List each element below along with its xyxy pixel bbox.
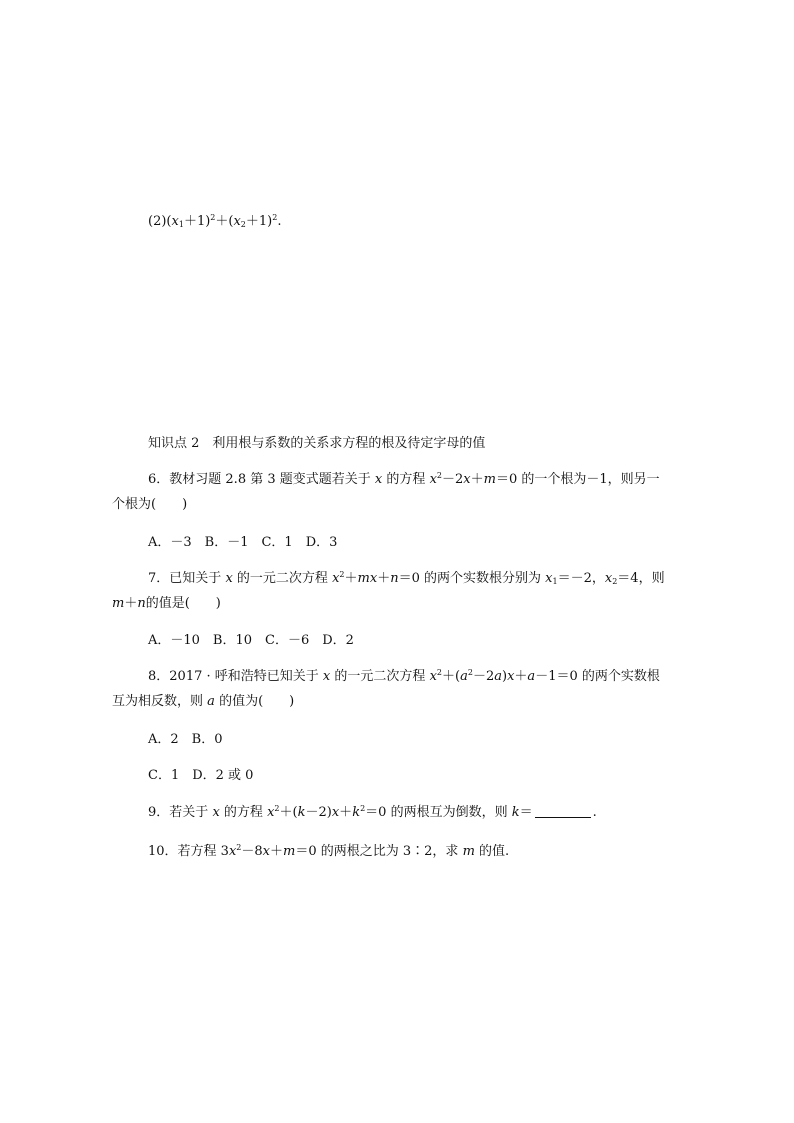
section-heading: 知识点 2 利用根与系数的关系求方程的根及待定字母的值: [148, 436, 486, 451]
question-6-line-1: 6．教材习题 2.8 第 3 题变式题若关于 x 的方程 $x^2-2x+m=0$ 的一个根为－1，则另一: [148, 471, 660, 487]
question-8-options-1: A．2 B．0: [148, 732, 223, 747]
question-8-line-1: 8．2017 · 呼和浩特已知关于 x 的一元二次方程 $x^2+(a^2-2a)x+a-1=0$ 的两个实数根: [148, 668, 660, 684]
question-6-options: A．－3 B．－1 C．1 D．3: [148, 535, 338, 550]
question-7-options: A．－10 B．10 C．－6 D．2: [148, 633, 354, 648]
question-8-options-2: C．1 D．2 或 0: [148, 768, 254, 783]
question-7-line-2: m＋n的值是( ): [112, 596, 221, 611]
part-2-expression: $(2)(x_1+1)^2+(x_2+1)^2$.: [148, 213, 282, 229]
answer-blank[interactable]: [535, 805, 591, 818]
question-6-line-2: 个根为( ): [112, 497, 188, 512]
question-7-line-1: 7．已知关于 x 的一元二次方程 $x^2+mx+n=0$ 的两个实数根分别为 $x_1=-2$，$x_2=4$，则: [148, 570, 665, 586]
question-9: 9．若关于 x 的方程 $x^2+(k-2)x+k^2=0$ 的两根互为倒数，则 k＝ .: [148, 804, 597, 820]
question-10: 10．若方程 $3x^2-8x+m=0$ 的两根之比为 3∶2，求 m 的值.: [148, 843, 510, 859]
question-8-line-2: 互为相反数，则 a 的值为( ): [112, 694, 295, 709]
